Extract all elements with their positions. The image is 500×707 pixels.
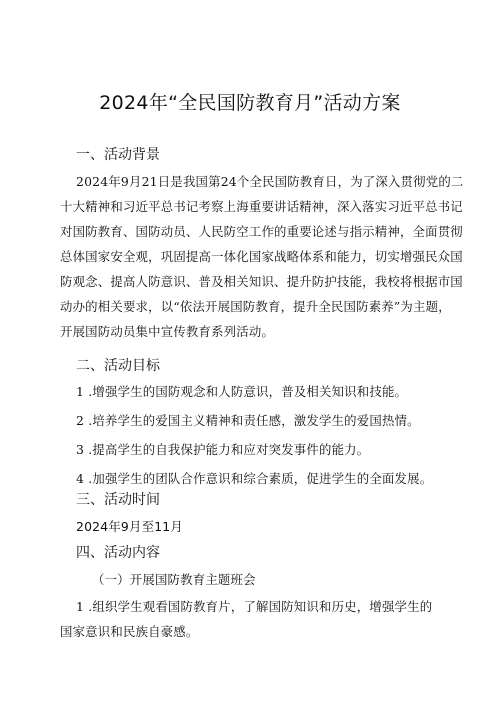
section-heading-content: 四、活动内容 — [76, 545, 160, 561]
goal-item-1: 1 .增强学生的国防观念和人防意识，普及相关知识和技能。 — [76, 384, 408, 399]
background-line-1: 2024年9月21日是我国第24个全民国防教育日，为了深入贯彻党的二 — [76, 174, 464, 189]
goal-item-4: 4 .加强学生的团队合作意识和综合素质，促进学生的全面发展。 — [76, 471, 433, 486]
goal-item-3: 3 .提高学生的自我保护能力和应对突发事件的能力。 — [76, 442, 370, 457]
goal-item-2: 2 .培养学生的爱国主义精神和责任感，激发学生的爱国热情。 — [76, 413, 420, 428]
background-line-2: 十大精神和习近平总书记考察上海重要讲话精神，深入落实习近平总书记 — [60, 199, 463, 214]
section-heading-goals: 二、活动目标 — [76, 358, 160, 374]
background-line-6: 动办的相关要求，以“依法开展国防教育，提升全民国防素养”为主题， — [60, 299, 451, 314]
time-text: 2024年9月至11月 — [76, 519, 183, 534]
content-subheading: （一）开展国防教育主题班会 — [92, 572, 256, 587]
content-line-2: 国家意识和民族自豪感。 — [60, 624, 199, 639]
background-line-5: 防观念、提高人防意识、普及相关知识、提升防护技能，我校将根据市国 — [60, 274, 463, 289]
section-heading-time: 三、活动时间 — [76, 492, 160, 508]
content-line-1: 1 .组织学生观看国防教育片，了解国防知识和历史，增强学生的 — [76, 599, 433, 614]
section-heading-background: 一、活动背景 — [76, 147, 160, 163]
document-title: 2024年“全民国防教育月”活动方案 — [99, 92, 401, 114]
background-line-7: 开展国防动员集中宣传教育系列活动。 — [60, 324, 275, 339]
background-line-3: 对国防教育、国防动员、人民防空工作的重要论述与指示精神，全面贯彻 — [60, 224, 463, 239]
background-line-4: 总体国家安全观，巩固提高一体化国家战略体系和能力，切实增强民众国 — [60, 249, 463, 264]
